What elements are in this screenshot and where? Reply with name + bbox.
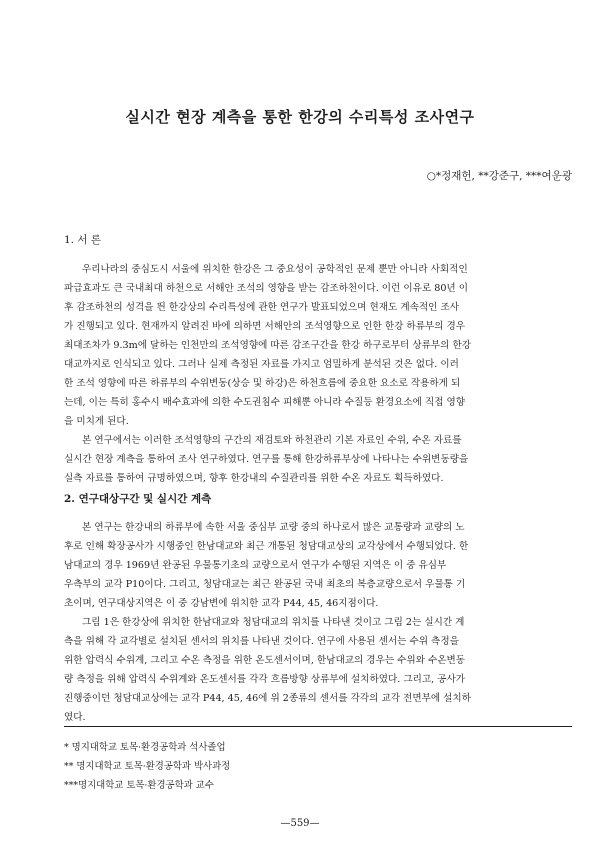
- text-line: 량 측정을 위해 압력식 수위계와 온도센서를 각각 흐름방향 상류부에 설치하였다. 그리고, 공사가: [64, 674, 466, 685]
- text-line: 실시간 현장 계측을 통하여 조사 연구하였다. 연구를 통해 한강하류부상에 나타나는 수위변동량을: [64, 454, 469, 465]
- text-line: 는데, 이는 특히 홍수시 배수효과에 의한 수도권침수 피해뿐 아니라 수질등 환경요소에 직접 영향: [64, 397, 466, 408]
- text-line: 본 연구에서는 이러한 조석영향의 구간의 재검토와 하천관리 기본 자료인 수위, 수온 자료를: [82, 435, 462, 446]
- text-line: 실측 자료를 통하여 규명하였으며, 향후 한강내의 수질관리를 위한 수온 자료도 획득하였다.: [64, 473, 444, 484]
- text-line: 초이며, 연구대상지역은 이 중 강남변에 위치한 교각 P44, 45, 46지점이다.: [64, 598, 379, 609]
- text-line: 우측부의 교각 P10이다. 그리고, 청담대교는 최근 완공된 국내 최초의 복층교량으로서 우물통 기: [64, 579, 466, 590]
- text-line: 였다.: [64, 712, 86, 723]
- text-line: 후로 인해 확장공사가 시행중인 한남대교와 최근 개통된 청담대교상의 교각상에서 수행되었다. 한: [64, 541, 469, 552]
- section-heading-study-area: 2. 연구대상구간 및 실시간 계측: [64, 493, 212, 505]
- text-line: 파급효과도 큰 국내최대 하천으로 서해안 조석의 영향을 받는 감조하천이다. 이런 이유로 80년 이: [64, 283, 469, 294]
- intro-paragraph-2: [64, 431, 572, 488]
- footnote: ** 명지대학교 토목·환경공학과 박사과정: [64, 761, 231, 772]
- footnotes: [64, 738, 230, 795]
- intro-paragraph-1: [64, 260, 572, 412]
- text-line: 본 연구는 한강내의 하류부에 속한 서울 중심부 교량 중의 하나로서 많은 교통량과 교량의 노: [82, 522, 465, 533]
- text-line: 남대교의 경우 1969년 완공된 우물통기초의 교량으로서 연구가 수행된 지역은 이 중 유심부: [64, 560, 447, 571]
- text-line: 대교까지로 인식되고 있다. 그러나 실제 측정된 자료를 가지고 엄밀하게 분석된 것은 없다. 이러: [64, 359, 459, 370]
- section-heading-introduction: 1. 서 론: [64, 234, 101, 246]
- intro-paragraph-1-tail: [64, 412, 572, 431]
- text-line: 최대조차가 9.3m에 달하는 인천만의 조석영향에 따른 감조구간을 한강 하구로부터 상류부의 한강: [64, 340, 472, 351]
- text-line: 후 감조하천의 성격을 띈 한강상의 수리특성에 관한 연구가 발표되었으며 현재도 계속적인 조사: [64, 302, 459, 313]
- text-line: 그림 1은 한강상에 위치한 한남대교와 청담대교의 위치를 나타낸 것이고 그림 2는 실시간 계: [82, 617, 465, 628]
- text-line: 을 미치게 된다.: [64, 416, 129, 427]
- text-line: 한 조석 영향에 따른 하류부의 수위변동(상승 및 하강)은 하천흐름에 중요한 요소로 작용하게 되: [64, 378, 461, 389]
- text-line: 우리나라의 중심도시 서울에 위치한 한강은 그 중요성이 공학적인 문제 뿐만 아니라 사회적인: [82, 264, 468, 275]
- page-number: —559—: [280, 818, 320, 829]
- text-line: 진행중이던 청담대교상에는 교각 P44, 45, 46에 위 2종류의 센서를 각각의 교각 전면부에 설치하: [64, 693, 471, 704]
- text-line: 가 진행되고 있다. 현재까지 알려진 바에 의하면 서해안의 조석영향으로 인한 한강 하류부의 경우: [64, 321, 466, 332]
- footnote: * 명지대학교 토목·환경공학과 석사졸업: [64, 742, 226, 753]
- text-line: 측을 위해 각 교각별로 설치된 센서의 위치를 나타낸 것이다. 연구에 사용된 센서는 수위 측정을: [64, 636, 459, 647]
- footnote-divider: [64, 726, 572, 727]
- author-list: ○*정재헌, **강준구, ***여운광: [426, 170, 572, 182]
- study-area-paragraph-2: [64, 613, 572, 727]
- study-area-paragraph-1: [64, 518, 572, 613]
- text-line: 위한 압력식 수위계, 그리고 수온 측정을 위한 온도센서이며, 한남대교의 경우는 수위와 수온변동: [64, 655, 466, 666]
- paper-title: 실시간 현장 계측을 통한 한강의 수리특성 조사연구: [125, 108, 475, 126]
- footnote: ***명지대학교 토목·환경공학과 교수: [64, 780, 214, 791]
